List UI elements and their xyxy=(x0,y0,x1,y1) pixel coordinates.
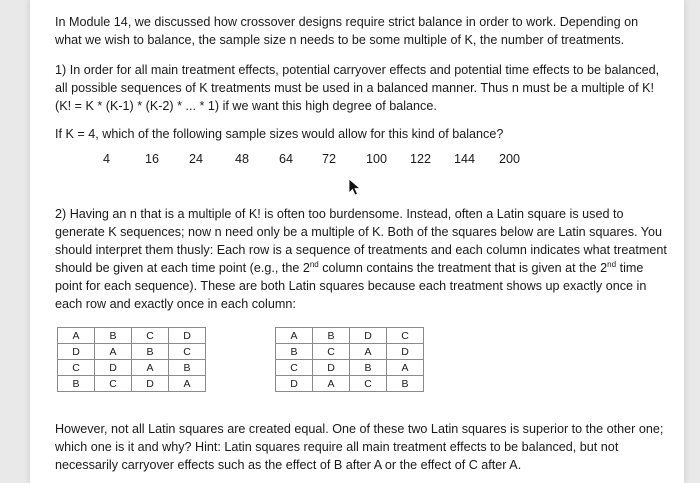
table-cell: D xyxy=(169,328,206,344)
table-cell: D xyxy=(350,328,387,344)
closing-paragraph: However, not all Latin squares are created equal. One of these two Latin squares is superior to the other one; which one is it and why? Hint: Latin squares require all main treatment effects to be balanced, but not necessarily carryover effects such as the effect of B after A or the effect of C after A. xyxy=(55,422,664,472)
table-cell: C xyxy=(95,376,132,392)
table-cell: B xyxy=(313,328,350,344)
table-row xyxy=(276,328,424,344)
option-72[interactable]: 72 xyxy=(322,152,337,166)
option-24[interactable]: 24 xyxy=(189,152,204,166)
table-cell: C xyxy=(276,360,313,376)
option-16[interactable]: 16 xyxy=(145,152,160,166)
option-100[interactable]: 100 xyxy=(366,152,388,166)
table-row xyxy=(58,344,206,360)
option-4[interactable]: 4 xyxy=(103,152,111,166)
table-cell: A xyxy=(276,328,313,344)
table-cell: B xyxy=(58,376,95,392)
table-cell: D xyxy=(58,344,95,360)
question-2-text: 2) Having an n that is a multiple of K! is often too burdensome. Instead, often a Latin square is used to generate K sequences; now n need only be a multiple of K. Both of the squares below are Latin squares. You should interpret them thusly: Each row is a sequence of treatments and each column indicates what treatment should be given at each time point (e.g., the 2nd column contains the treatment that is given at the 2nd time point for each sequence). These are both Latin squares because each treatment shows up exactly once in each row and exactly once in each column: xyxy=(55,207,667,311)
table-cell: A xyxy=(313,376,350,392)
table-cell: A xyxy=(350,344,387,360)
table-cell: C xyxy=(132,328,169,344)
table-cell: D xyxy=(276,376,313,392)
table-cell: D xyxy=(313,360,350,376)
option-144[interactable]: 144 xyxy=(454,152,476,166)
table-cell: B xyxy=(350,360,387,376)
table-cell: B xyxy=(387,376,424,392)
table-cell: B xyxy=(95,328,132,344)
latin-square-1 xyxy=(57,327,206,392)
option-48[interactable]: 48 xyxy=(235,152,250,166)
table-row xyxy=(276,376,424,392)
table-cell: A xyxy=(58,328,95,344)
table-cell: C xyxy=(313,344,350,360)
table-cell: D xyxy=(387,344,424,360)
option-122[interactable]: 122 xyxy=(410,152,432,166)
table-cell: C xyxy=(387,328,424,344)
table-row xyxy=(58,360,206,376)
option-200[interactable]: 200 xyxy=(499,152,521,166)
document-page xyxy=(30,0,684,483)
table-cell: B xyxy=(132,344,169,360)
table-cell: B xyxy=(276,344,313,360)
table-cell: A xyxy=(132,360,169,376)
table-cell: A xyxy=(95,344,132,360)
table-cell: A xyxy=(169,376,206,392)
question-1-text: 1) In order for all main treatment effects, potential carryover effects and potential time effects to be balanced, all possible sequences of K treatments must be used in a balanced manner. Thus n must be a multiple of K! (K! = K * (K-1) * (K-2) * ... * 1) if we want this high degree of balance. xyxy=(55,63,660,113)
question-1-prompt: If K = 4, which of the following sample sizes would allow for this kind of balance? xyxy=(55,127,504,141)
table-cell: C xyxy=(350,376,387,392)
mouse-pointer-icon xyxy=(348,178,362,196)
table-cell: A xyxy=(387,360,424,376)
table-row xyxy=(276,360,424,376)
intro-paragraph: In Module 14, we discussed how crossover designs require strict balance in order to work. Depending on what we wish to balance, the sample size n needs to be some multiple of K, the number of treatments. xyxy=(55,15,639,47)
option-64[interactable]: 64 xyxy=(279,152,294,166)
table-row xyxy=(58,328,206,344)
latin-square-2 xyxy=(275,327,424,392)
table-cell: C xyxy=(58,360,95,376)
table-cell: B xyxy=(169,360,206,376)
sample-size-options xyxy=(30,152,684,172)
table-cell: D xyxy=(95,360,132,376)
table-row xyxy=(58,376,206,392)
table-cell: C xyxy=(169,344,206,360)
table-cell: D xyxy=(132,376,169,392)
table-row xyxy=(276,344,424,360)
